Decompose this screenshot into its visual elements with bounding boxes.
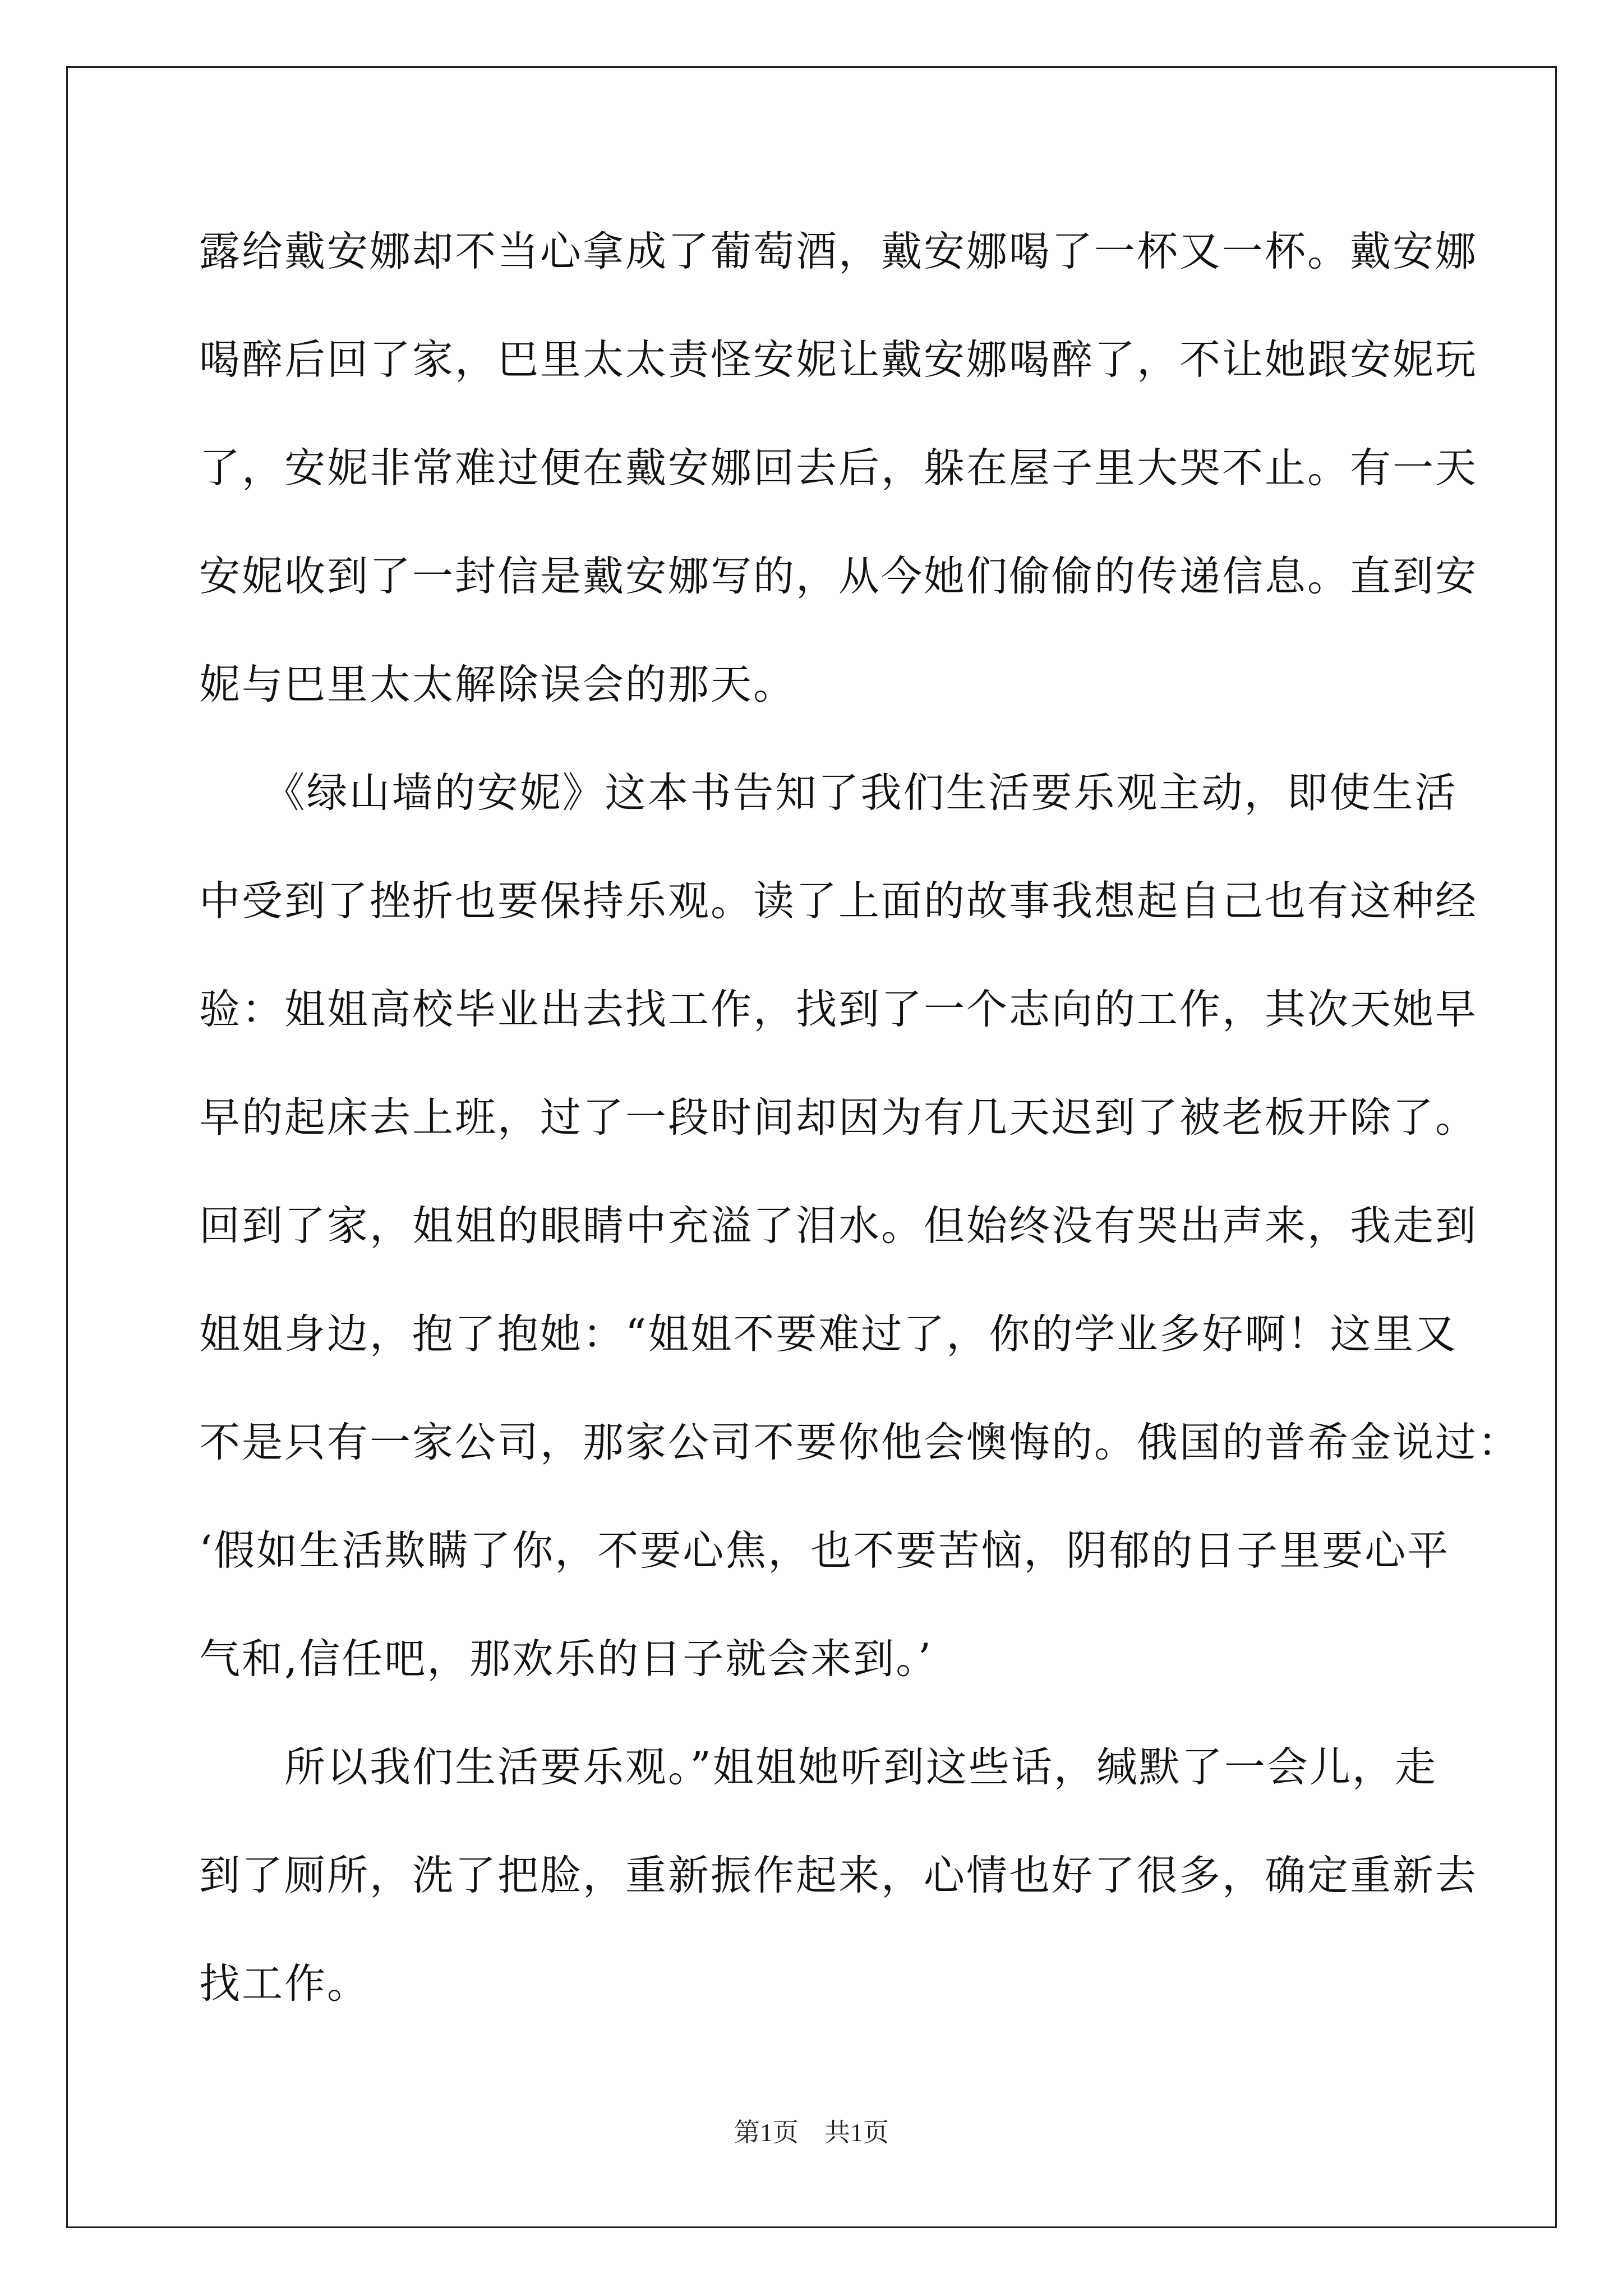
- text-line: 找工作。: [199, 1960, 370, 2008]
- text-line: 早的起床去上班，过了一段时间却因为有几天迟到了被老板开除了。: [199, 1094, 1478, 1142]
- text-line: 露给戴安娜却不当心拿成了葡萄酒，戴安娜喝了一杯又一杯。戴安娜: [199, 228, 1478, 275]
- text-line: 了，安妮非常难过便在戴安娜回去后，躲在屋子里大哭不止。有一天: [199, 444, 1478, 492]
- text-line: 回到了家，姐姐的眼睛中充溢了泪水。但始终没有哭出声来，我走到: [199, 1202, 1478, 1250]
- text-line: 所以我们生活要乐观。”姐姐她听到这些话，缄默了一会儿，走: [199, 1743, 1437, 1791]
- text-line: 不是只有一家公司，那家公司不要你他会懊悔的。俄国的普希金说过：: [199, 1419, 1520, 1466]
- text-line: ‘假如生活欺瞒了你，不要心焦，也不要苦恼，阴郁的日子里要心平: [199, 1527, 1450, 1575]
- text-line: 安妮收到了一封信是戴安娜写的，从今她们偷偷的传递信息。直到安: [199, 553, 1478, 600]
- text-line: 姐姐身边，抱了抱她：“姐姐不要难过了，你的学业多好啊！这里又: [199, 1310, 1458, 1358]
- text-line: 《绿山墙的安妮》这本书告知了我们生活要乐观主动，即使生活: [199, 769, 1458, 817]
- page-footer: 第1页 共1页: [734, 2118, 889, 2147]
- document-body: [199, 197, 1520, 2038]
- text-line: 妮与巴里太太解除误会的那天。: [199, 661, 796, 708]
- text-line: 喝醉后回了家，巴里太太责怪安妮让戴安娜喝醉了，不让她跟安妮玩: [199, 336, 1478, 384]
- text-line: 验：姐姐高校毕业出去找工作，找到了一个志向的工作，其次天她早: [199, 986, 1478, 1033]
- text-line: 中受到了挫折也要保持乐观。读了上面的故事我想起自己也有这种经: [199, 877, 1478, 925]
- text-line: 气和,信任吧，那欢乐的日子就会来到。’: [199, 1635, 933, 1683]
- text-line: 到了厕所，洗了把脸，重新振作起来，心情也好了很多，确定重新去: [199, 1852, 1478, 1899]
